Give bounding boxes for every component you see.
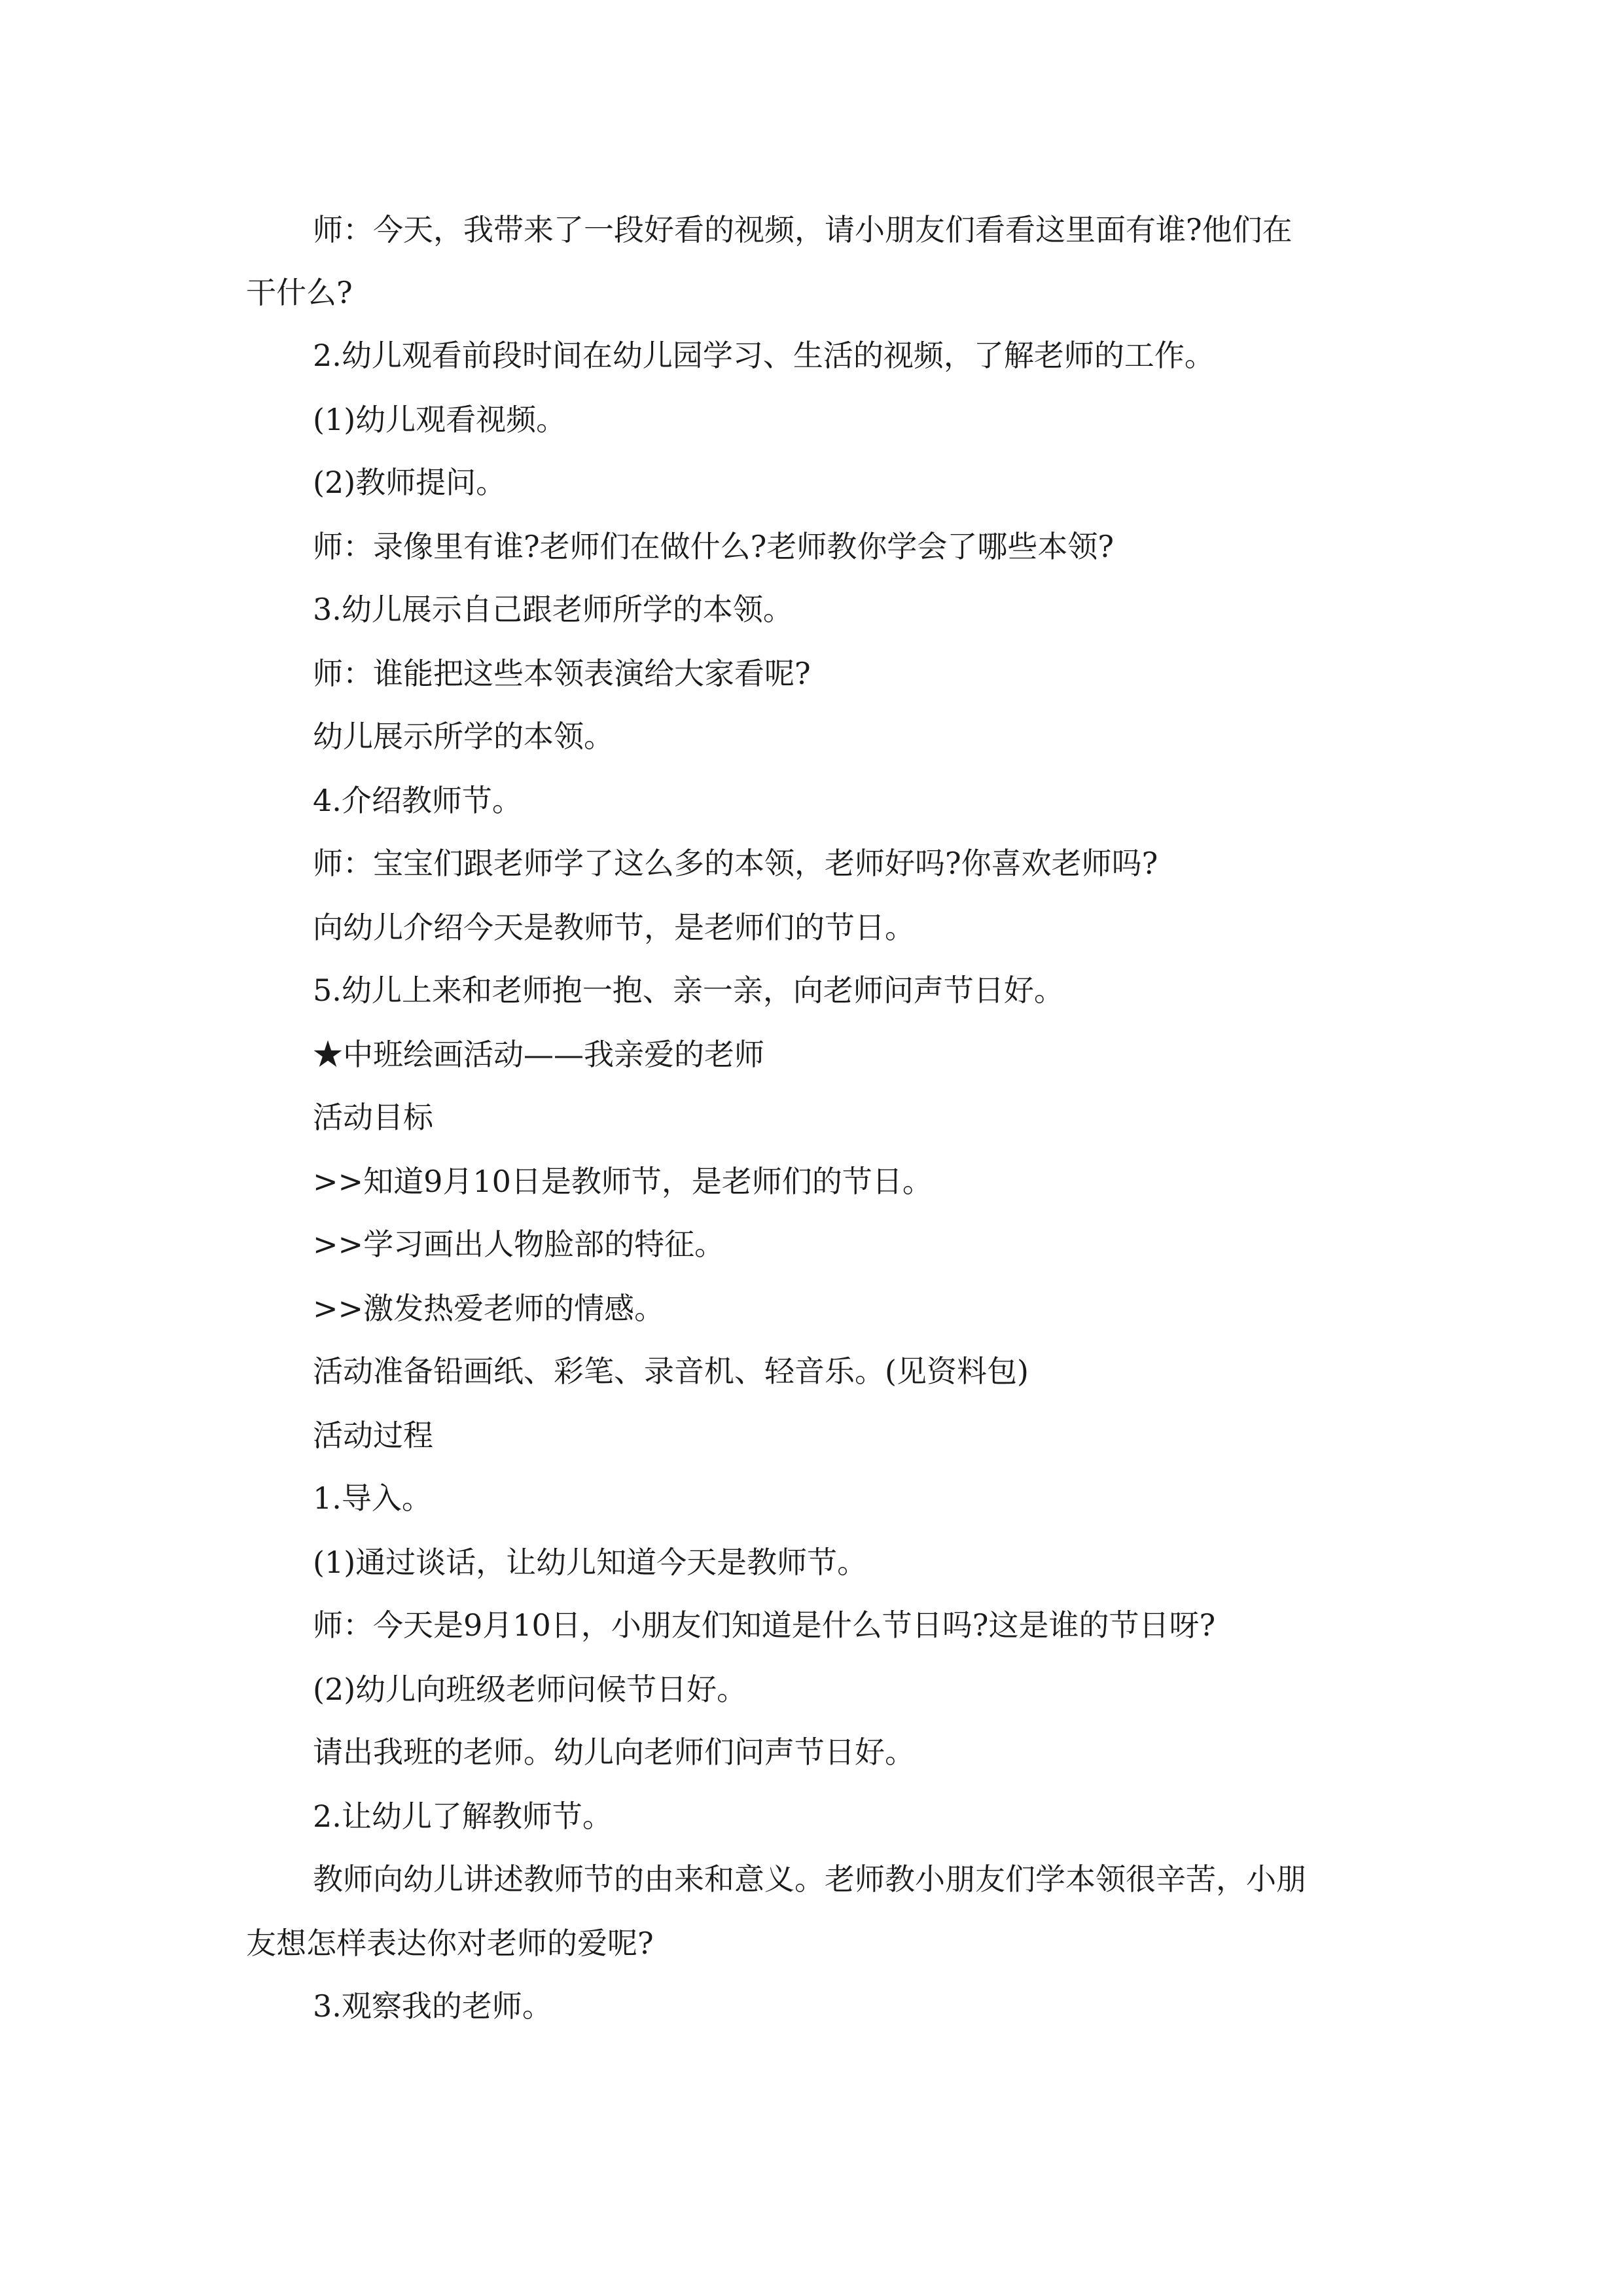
sub-step: (1)通过谈话，让幼儿知道今天是教师节。 bbox=[313, 1545, 868, 1580]
subsection-heading: 活动目标 bbox=[313, 1100, 433, 1135]
goal-item: >>知道9月10日是教师节，是老师们的节日。 bbox=[313, 1164, 933, 1199]
paragraph-line: 师：谁能把这些本领表演给大家看呢? bbox=[313, 656, 811, 691]
goal-item: >>学习画出人物脸部的特征。 bbox=[313, 1227, 725, 1262]
step-heading: 3.幼儿展示自己跟老师所学的本领。 bbox=[313, 592, 793, 627]
paragraph-line: 向幼儿介绍今天是教师节，是老师们的节日。 bbox=[313, 910, 915, 945]
section-title: ★中班绘画活动——我亲爱的老师 bbox=[313, 1037, 764, 1072]
paragraph-line: 活动准备铅画纸、彩笔、录音机、轻音乐。(见资料包) bbox=[313, 1354, 1029, 1389]
sub-step: (2)教师提问。 bbox=[313, 465, 507, 500]
paragraph-line: 师：录像里有谁?老师们在做什么?老师教你学会了哪些本领? bbox=[313, 529, 1114, 564]
step-heading: 4.介绍教师节。 bbox=[313, 783, 522, 818]
step-heading: 2.让幼儿了解教师节。 bbox=[313, 1799, 613, 1834]
goal-item: >>激发热爱老师的情感。 bbox=[313, 1291, 665, 1326]
paragraph-line: 幼儿展示所学的本领。 bbox=[313, 719, 614, 754]
step-heading: 2.幼儿观看前段时间在幼儿园学习、生活的视频，了解老师的工作。 bbox=[313, 338, 1215, 373]
paragraph-line: 教师向幼儿讲述教师节的由来和意义。老师教小朋友们学本领很辛苦，小朋 bbox=[313, 1861, 1306, 1897]
sub-step: (2)幼儿向班级老师问候节日好。 bbox=[313, 1672, 747, 1707]
paragraph-line: 师：今天，我带来了一段好看的视频，请小朋友们看看这里面有谁?他们在 bbox=[313, 212, 1293, 247]
paragraph-line: 师：今天是9月10日，小朋友们知道是什么节日吗?这是谁的节日呀? bbox=[313, 1607, 1216, 1643]
paragraph-line: 友想怎样表达你对老师的爱呢? bbox=[246, 1926, 654, 1961]
paragraph-line: 师：宝宝们跟老师学了这么多的本领，老师好吗?你喜欢老师吗? bbox=[313, 846, 1158, 881]
subsection-heading: 活动过程 bbox=[313, 1418, 433, 1453]
paragraph-line: 干什么? bbox=[246, 275, 353, 310]
step-heading: 5.幼儿上来和老师抱一抱、亲一亲，向老师问声节日好。 bbox=[313, 973, 1064, 1008]
paragraph-line: 请出我班的老师。幼儿向老师们问声节日好。 bbox=[313, 1734, 915, 1770]
sub-step: (1)幼儿观看视频。 bbox=[313, 402, 567, 437]
step-heading: 3.观察我的老师。 bbox=[313, 1988, 552, 2024]
step-heading: 1.导入。 bbox=[313, 1480, 432, 1516]
